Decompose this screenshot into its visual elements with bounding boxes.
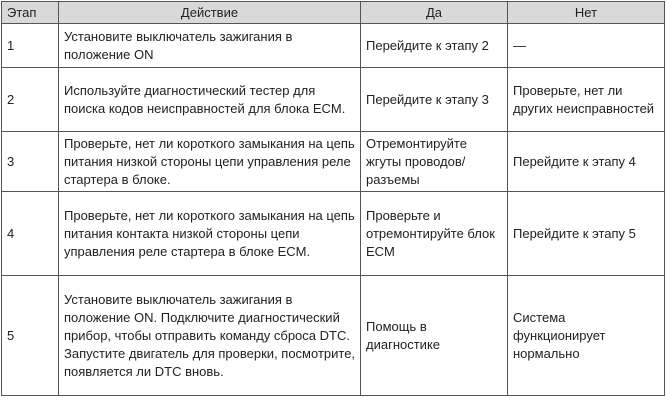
header-no: Нет	[508, 2, 665, 24]
table-row	[2, 68, 665, 132]
cell-no: —	[508, 24, 665, 68]
cell-yes: Помощь в диагностике	[361, 276, 508, 396]
cell-action: Установите выключатель зажигания в положение ON	[59, 24, 361, 68]
diagnostic-table	[1, 1, 665, 396]
cell-yes: Перейдите к этапу 2	[361, 24, 508, 68]
cell-yes: Проверьте и отремонтируйте блок ECM	[361, 192, 508, 276]
table-row	[2, 132, 665, 192]
cell-yes: Перейдите к этапу 3	[361, 68, 508, 132]
table-body	[2, 24, 665, 396]
cell-action: Используйте диагностический тестер для поиска кодов неисправностей для блока ECM.	[59, 68, 361, 132]
table-row	[2, 276, 665, 396]
cell-yes: Отремонтируйте жгуты проводов/разъемы	[361, 132, 508, 192]
cell-step: 3	[2, 132, 59, 192]
header-row	[2, 2, 665, 24]
header-action: Действие	[59, 2, 361, 24]
cell-no: Перейдите к этапу 5	[508, 192, 665, 276]
table-header	[2, 2, 665, 24]
cell-step: 5	[2, 276, 59, 396]
cell-step: 1	[2, 24, 59, 68]
header-step: Этап	[2, 2, 59, 24]
cell-action: Установите выключатель зажигания в положение ON. Подключите диагностический прибор, чтобы отправить команду сброса DTC. Запустите двигатель для проверки, посмотрите, появляется ли DTC вновь.	[59, 276, 361, 396]
cell-no: Перейдите к этапу 4	[508, 132, 665, 192]
cell-no: Проверьте, нет ли других неисправностей	[508, 68, 665, 132]
cell-step: 4	[2, 192, 59, 276]
table-row	[2, 24, 665, 68]
cell-action: Проверьте, нет ли короткого замыкания на цепь питания низкой стороны цепи управления реле стартера в блоке.	[59, 132, 361, 192]
header-yes: Да	[361, 2, 508, 24]
cell-no: Система функционирует нормально	[508, 276, 665, 396]
cell-action: Проверьте, нет ли короткого замыкания на цепь питания контакта низкой стороны цепи управления реле стартера в блоке ECM.	[59, 192, 361, 276]
cell-step: 2	[2, 68, 59, 132]
table-row	[2, 192, 665, 276]
